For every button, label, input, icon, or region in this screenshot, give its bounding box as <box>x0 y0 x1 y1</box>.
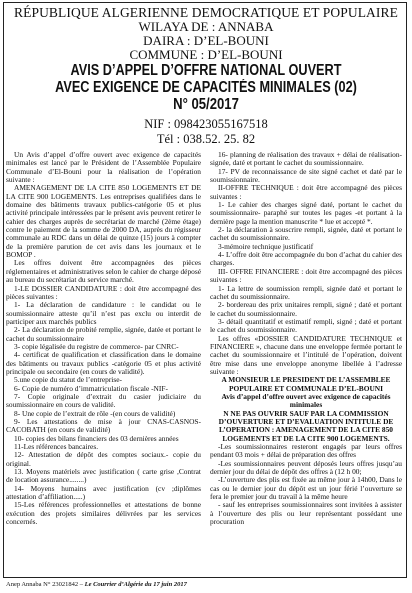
list-item: 17- PV de reconnaissance de site signé cachet et daté par le soumissionnaire. <box>210 166 402 185</box>
publication-footer <box>6 581 406 589</box>
address-subtitle: Avis d’appel d’offre ouvert avec exigence de capacités minimales <box>221 391 391 410</box>
do-not-open-notice: N NE PAS OUVRIR SAUF PAR LA COMMISSION D’OUVERTURE ET D’EVALUATION INTITULE DE L’OPERATION : AMENAGEMENT DE LA CITE 850 LOGEMENTS ET DE LA CITE 900 LOGEMENTS. <box>218 408 394 443</box>
envelope-paragraph: Les offres «DOSSIER CANDIDATURE TECHNIQUE et FINANCIERE », chacune dans une enveloppe fermée portant le cachet du soumissionnaire et l’intitulé de l’opération, doivent être mise dans une enveloppe anonyme libellée à l’adresse suivante : <box>210 333 402 376</box>
candidature-heading: 1-LE DOSSIER CANDIDATURE : doit être accompagné des pièces suivantes : <box>6 283 201 301</box>
list-item: 15-Les références professionnelles et attestations de bonne exécution des projets similaires délivrées par les services concernés. <box>6 500 201 527</box>
list-item: 1- Le cahier des charges signé daté, portant le cachet du soumissionnaire- paraphé sur toutes les pages -et portant à la dernière page la mention manuscrite * lue et accepté *. <box>210 200 402 226</box>
list-item: 3-mémoire technique justificatif <box>218 241 314 251</box>
notice-title-line2: AVEC EXIGENCE DE CAPACITÉS MINIMALES (02) <box>55 79 357 96</box>
commune-heading: COMMUNE : D’EL-BOUNI <box>129 47 283 62</box>
technical-offer-heading: II-OFFRE TECHNIQUE : doit être accompagné des pièces suivantes : <box>210 183 402 201</box>
operation-paragraph: AMENAGEMENT DE LA CITE 850 LOGEMENTS ET DE LA CITE 900 LOGEMENTS. Les entreprises qualifiées dans le domaine des bâtiments travaux publics-catégorie 05 et plus activité principale intéressées par le présent avis peuvent retirer le cahier des charges auprès de secrétariat de marché (2ème étage) contre le paiement de la somme de 2000 DA, auprès du régisseur communale au RDC dans un délai de quinze (15) jours à compter de la première parution de cet avis dans les journaux et le BOMOP . <box>6 183 201 260</box>
financial-offer-heading: III- OFFRE FINANCIERE : doit être accompagné des pièces suivantes : <box>210 266 402 285</box>
list-item: -Les soumissionnaires peuvent déposés leurs offres jusqu’au dernier jour du délai de dépôt des offres à (12 h 00; <box>210 458 402 477</box>
list-item: 1- La déclaration de candidature : le candidat ou le soumissionnaire atteste qu’il n’est pas exclu ou interdit de participer aux marchés publics <box>6 300 201 326</box>
tel-line: Tél : 038.52. 25. 82 <box>156 132 256 146</box>
republic-heading: RÉPUBLIQUE ALGERIENNE DEMOCRATIQUE ET POPULAIRE <box>14 5 398 20</box>
list-item: 1- La lettre de soumission rempli, signée daté et portant le cachet du soumissionnaire. <box>210 283 402 301</box>
right-column <box>210 151 402 526</box>
left-column <box>6 151 201 526</box>
list-item: - sauf les entreprises soumissionnaires sont invitées à assister à l’ouverture des plis ou leur représentant possédant une procuration <box>210 500 402 527</box>
list-item: 4- certificat de qualification et classification dans le domaine des bâtiments ou travaux publics -catégorie 05 et plus activité principale ou secondaire (en cours de validité). <box>6 350 201 376</box>
list-item: 5.une copie du statut de l’entreprise- <box>14 375 122 385</box>
list-item: 13. Moyens matériels avec justification ( carte grise ,Contrat de location assurance........) <box>6 467 201 485</box>
notice-number: N° 05/2017 <box>173 96 239 113</box>
list-item: 2- La déclaration de probité remplie, signée, datée et portant le cachet du soumissionnaire <box>6 325 201 343</box>
list-item: 2- bordereau des prix unitaires rempli, signé ; daté et portant le cachet du soumissionnaire. <box>210 300 402 318</box>
list-item: -Les soumissionnaires resteront engagés par leurs offres pendant 03 mois + délai de préparation des offres <box>210 442 402 460</box>
intro-paragraph: Un Avis d’appel d’offre ouvert avec exigence de capacités minimales est lancé par le Président de l’Assemblée Populaire Communale d’El-Bouni pour la réalisation de l’opération suivante : <box>6 150 201 185</box>
list-item: 3- détail quantitatif et estimatif rempli, signé ; daté et portant le cachet du soumissionnaire. <box>210 316 402 335</box>
wilaya-heading: WILAYA DE : ANNABA <box>138 19 274 34</box>
list-item: 16- planning de réalisation des travaux + délai de réalisation- signée, daté et portant le cachet du soumissionnaire. <box>210 150 402 168</box>
list-item: 6- Copie de numéro d’immatriculation fiscale -NIF- <box>14 383 168 393</box>
offers-paragraph: Les offres doivent être accompagnées des pièces réglementaires et administratives selon le cahier de charge déposé au bureau du secrétariat du service marché. <box>6 258 201 285</box>
list-item: 7- Copie originale d’extrait du casier judiciaire du soumissionnaire en cours de validité. <box>6 391 201 410</box>
list-item: 9- Les attestations de mise à jour CNAS-CASNOS-CACOBATH (en cours de validité) <box>6 417 201 435</box>
list-item: -L’ouverture des plis est fixée au même jour à 14h00, Dans le cas ou le dernier jour du dépôt est un jour férié l’ouverture se fera le premier jour du travail à la même heure <box>210 475 402 502</box>
notice-title-line1: AVIS D’APPEL D’OFFRE NATIONAL OUVERT <box>70 62 342 79</box>
list-item: 4- L’offre doit être accompagnée du bon d’achat du cahier des charges. <box>210 250 402 268</box>
list-item: 14- Moyens humains avec justification (cv ;diplômes attestation d’affiliation.....) <box>6 483 201 502</box>
list-item: 12- Attestation de dépôt des comptes sociaux.- copie du original. <box>6 450 201 468</box>
list-item: 11-Les références bancaires. <box>14 442 99 452</box>
list-item: 3- copie légalisée du registre de commerce- par CNRC- <box>14 341 179 351</box>
newspaper-reference: Le Courrier d’Algérie du 17 juin 2017 <box>84 581 187 588</box>
nif-line: NIF : 098423055167518 <box>144 117 268 131</box>
daira-heading: DAIRA : D’EL-BOUNI <box>143 33 269 48</box>
address-block: A MONSIEUR LE PRESIDENT DE L’ASSEMBLEE POPULAIRE ET COMMUNALE D’EL-BOUNI <box>221 375 391 393</box>
list-item: 2- la déclaration à souscrire rempli, signée, daté et portant le cachet du soumissionnaire. <box>210 225 402 243</box>
list-item: 10- copies des bilans financiers des 03 dernières années <box>14 433 179 443</box>
anep-reference: Anep Annaba N° 23021842 – <box>6 581 83 588</box>
list-item: 8- Une copie de l’extrait de rôle -(en cours de validité) <box>14 408 176 418</box>
